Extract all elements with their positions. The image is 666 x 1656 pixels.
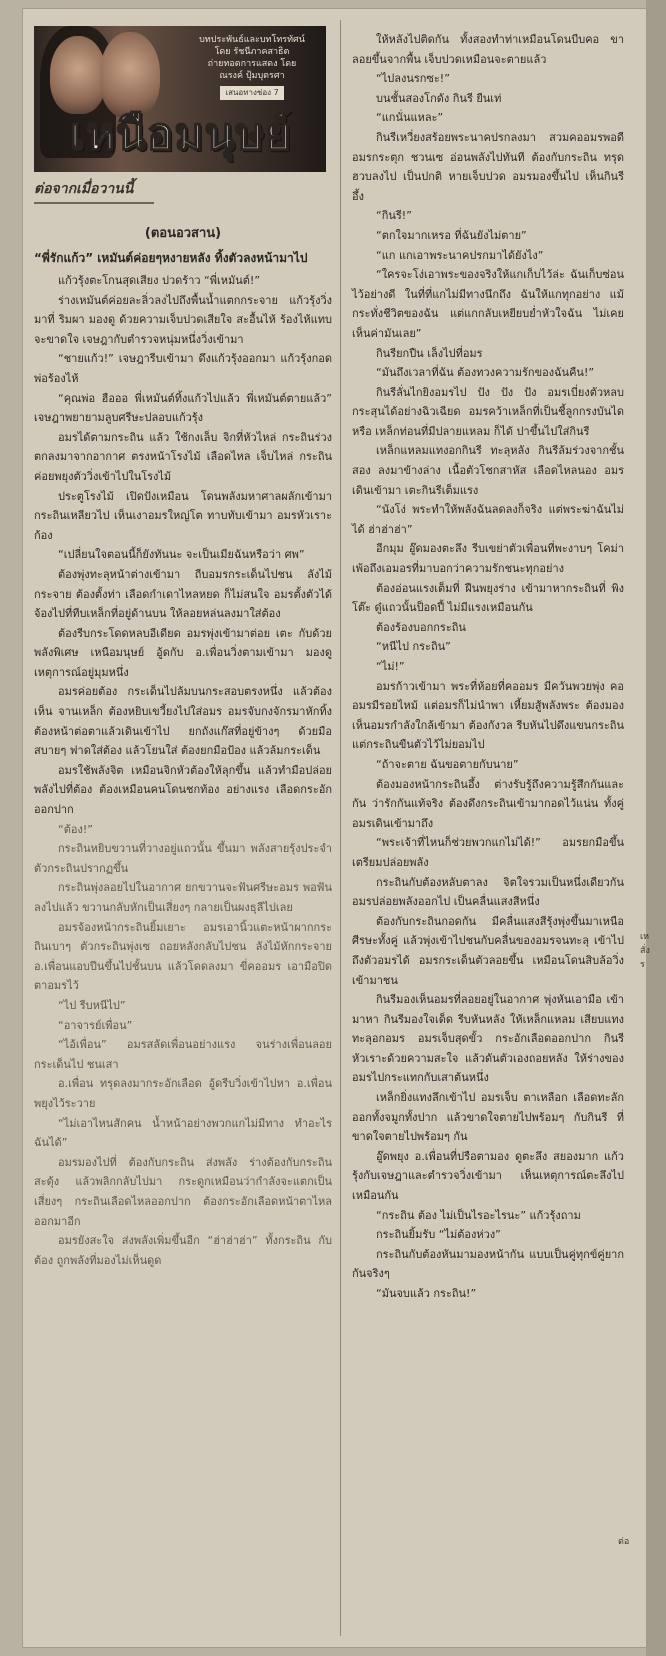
body-paragraph: กระถินหยิบขวานที่วางอยู่แถวนั้น ขึ้นมา พลังสายรุ้งประจำตัวกระถินปรากฏขึ้น xyxy=(34,842,332,875)
body-paragraph: กระถินกับต้องหลับตาลง จิตใจรวมเป็นหนึ่งเดียวกัน อมรปล่อยพลังออกไป เป็นคลื่นแสงสีหนึ่ง xyxy=(352,875,624,909)
series-title: เหนือมนุษย์ xyxy=(69,109,293,160)
body-paragraph: ให้หลังไปติดกัน ทั้งสองทำท่าเหมือนโดนบีบคอ ขาลอยขึ้นจากพื้น เจ็บปวดเหมือนจะตายแล้ว xyxy=(352,33,624,66)
body-paragraph: “มันจบแล้ว กระถิน!” xyxy=(376,1287,477,1300)
column-divider xyxy=(340,20,341,1636)
body-paragraph: “ไม่!” xyxy=(376,660,405,673)
body-paragraph: “ไม่เอาไหนสักคน น้ำหน้าอย่างพวกแกไม่มีทาง ทำอะไรฉันได้” xyxy=(34,1116,332,1150)
body-paragraph: อมรจ้องหน้ากระถินยิ้มเยาะ อมรเอานิ้วแตะหน้าผากกระถินเบาๆ ตัวกระถินพุ่งเซ ถอยหลังกลับไปชน ลังไม้หักกระจาย อ.เพื่อนแอบปีนขึ้นไปชั้นบน แล้วโดดลงมา ขี่คออมร เอามือปิดตาอมรไว้ xyxy=(34,920,332,993)
newspaper-clipping xyxy=(22,8,648,1648)
adjacent-page-edge xyxy=(646,0,666,1656)
body-paragraph: เหล็กแหลมแทงอกกินรี ทะลุหลัง กินรีล้มร่วงจากชั้นสอง ลงมาข้างล่าง เนื้อตัวโชกสาหัส เลือดไหลนอง อมรเดินเข้ามา เตะกินรีเต็มแรง xyxy=(352,444,624,497)
body-paragraph: บนชั้นสองโกดัง กินรี ยืนเท่ xyxy=(376,91,502,105)
body-paragraph: “อาจารย์เพื่อน” xyxy=(58,1018,133,1032)
body-paragraph: อมรใช้พลังจิต เหมือนจิกหัวต้องให้ลุกขึ้น แล้วทำมือปล่อยพลังไปที่ต้อง ต้องเหมือนคนโดนชกท้อง อย่างแรง เลือดกระอักออกปาก xyxy=(34,763,332,817)
body-paragraph: “ใครจะโง่เอาพระของจริงให้แกเก็บไว้ล่ะ ฉันเก็บซ่อนไว้อย่างดี ในที่ที่แกไม่มีทางนึกถึง ฉันให้แกทุกอย่าง แม้กระทั่งชีวิตของฉัน แต่แกกลับเหยียบย่ำหัวใจฉัน ไม่เคยเห็นค่ามันเลย” xyxy=(352,268,624,340)
continued-mark: ต่อ xyxy=(618,1537,630,1547)
body-paragraph: “กระถิน ต้อง ไม่เป็นไรอะไรนะ” แก้วรุ้งถาม xyxy=(376,1208,581,1222)
body-paragraph: ต้องรีบกระโดดหลบอีเดียด อมรพุ่งเข้ามาต่อย เตะ กับด้วยพลังพิเศษ เหนือมนุษย์ อู้ดกับ อ.เพื่อนวิ่งตามเข้ามา มองดูเหตุการณ์อยู่มุมหนึ่ง xyxy=(34,626,332,679)
body-paragraph: “พระเจ้าที่ไหนก็ช่วยพวกแกไม่ได้!” อมรยกมือขึ้นเตรียมปล่อยพลัง xyxy=(352,836,624,869)
section-heading: (ตอนอวสาน) xyxy=(144,226,222,241)
right-column xyxy=(352,30,624,1304)
body-paragraph: “หนีไป กระถิน” xyxy=(376,640,451,654)
credit-line: ถ่ายทอดการแสดง โดย xyxy=(207,59,297,69)
body-paragraph: “ถ้าจะตาย ฉันขอตายกับนาย” xyxy=(376,757,519,771)
series-header-image xyxy=(34,26,326,172)
chapter-title: “พี่รักแก้ว” เหมันต์ค่อยๆหงายหลัง ทิ้งตัวลงหน้ามาไป xyxy=(34,251,308,265)
body-paragraph: กระถินกับต้องหันมามองหน้ากัน แบบเป็นคู่ทุกข์คู่ยากกันจริงๆ xyxy=(352,1247,624,1281)
body-paragraph: กินรีเหวี่ยงสร้อยพระนาคปรกลงมา สวมคออมรพอดี อมรกระตุก ชวนเซ อ่อนพลังไปทันที ต้องกับกระถิน ทรุดฮวบลงไป เป็นปกติ หายเจ็บปวด อมรมองขึ้นไป เห็นกินรี อึ้ง xyxy=(352,130,624,203)
credit-line: โดย รัชนีภาคสาธิต xyxy=(214,47,290,57)
body-paragraph: ต้องพุ่งทะลุหน้าต่างเข้ามา ถีบอมรกระเด็นไปชน ลังไม้กระจาย ต้องตั้งท่า เลือดกำเดาไหลหยด ก็ไม่สนใจ อมรตั้งตัวได้ จ้องไปที่ทีบเหล็กที่อยู่ด้านบน ให้ลอยหล่นลงมาใส่ต้อง xyxy=(34,567,332,621)
body-paragraph: ร่างเหมันต์ค่อยละลิ่วลงไปถึงพื้นน้ำแตกกระจาย แก้วรุ้งวิ่งมาที่ ริมผา มองดู ด้วยความเจ็บปวดเสียใจ สะอื้นไห้ ร้องไห้แทบจะขาดใจ เจษฎากับตำรวจหนุ่มหนึ่งวิ่งเข้ามา xyxy=(34,293,332,346)
body-paragraph: อมรก้าวเข้ามา พระที่ห้อยที่คออมร มีควันพวยพุ่ง คออมรมีรอยไหม้ แต่อมรก็ไม่นำพา เหี้ยมสู้พลังพระ ต้องมองเห็นอมรกำลังใกล้เข้ามา ต้องกังวล รีบหันไปดึงแขนกระถิน แต่กระถินขืนตัวไว้ไม่ยอมไป xyxy=(352,679,624,752)
body-paragraph: “แกนั่นแหละ” xyxy=(376,111,444,125)
body-paragraph: “มันถึงเวลาที่ฉัน ต้องทวงความรักของฉันคืน!” xyxy=(376,366,595,380)
actress-face xyxy=(50,36,106,114)
body-paragraph: อมรยังสะใจ ส่งพลังเพิ่มขึ้นอีก “ฮ่าฮ่าฮ่า” ทั้งกระถิน กับต้อง ถูกพลังที่มองไม่เห็นดูด xyxy=(34,1234,332,1267)
body-paragraph: “ตกใจมากเหรอ ที่ฉันยังไม่ตาย” xyxy=(376,228,527,242)
body-paragraph: กินรียกปืน เล็งไปที่อมร xyxy=(376,346,483,360)
body-paragraph: อมรได้ตามกระถิน แล้ว ใช้กงเล็บ จิกที่หัวไหล่ กระถินร่วงตกลงมาจากอากาศ ตรงหน้าโรงไม้ เลือดไหล เจ็บไหล่ กระถินค่อยพยุงตัววิ่งเข้าไปในโรงไม้ xyxy=(34,430,332,483)
body-paragraph: อู๊ดพยุง อ.เพื่อนที่ปรือตามอง ดูตะลึง สยองมาก แก้วรุ้งกับเจษฎาและตำรวจวิ่งเข้ามา เห็นเหตุการณ์ตะลึงไปเหมือนกัน xyxy=(352,1149,624,1203)
body-paragraph: “กินรี!” xyxy=(376,209,412,223)
continued-label: ต่อจากเมื่อวานนี้ xyxy=(34,181,134,197)
body-paragraph: กระถินพุ่งลอยไปในอากาศ ยกขวานจะฟันศรีษะอมร พอฟันลงไปแล้ว ขวานกลับหักเป็นเสี่ยงๆ กลายเป็นผงธุลีไปเลย xyxy=(34,881,332,914)
right-body-text xyxy=(352,30,624,1304)
channel-tag: เสนอทางช่อง 7 xyxy=(220,86,283,100)
credit-line: ณรงค์ ปุ้มบุตรศา xyxy=(219,71,285,81)
adjacent-page-text: เห สั่ง ร xyxy=(640,932,650,970)
body-paragraph: “แก แกเอาพระนาคปรกมาได้ยังไง” xyxy=(376,248,544,262)
body-paragraph: “ชายแก้ว!” เจษฎารีบเข้ามา ดึงแก้วรุ้งออกมา แก้วรุ้งกอดพ่อร้องไห้ xyxy=(34,352,332,385)
credits-block xyxy=(184,34,320,100)
body-paragraph: “คุณพ่อ ฮือออ พี่เหมันต์ทิ้งแก้วไปแล้ว พี่เหมันต์ตายแล้ว” เจษฎาพยายามลูบศรีษะปลอบแก้วรุ้ง xyxy=(34,391,332,425)
body-paragraph: กินรีมองเห็นอมรที่ลอยอยู่ในอากาศ พุ่งหันเอามือ เข้ามาหา กินรีมองใจเด็ด รีบหันหลัง ให้เหล็กแหลม เสียบแทงทะลุอกอมร อมรเจ็บสุดขั้ว กระอักเลือดออกปาก กินรีหัวเราะด้วยความสะใจ แล้วดันตัวเองถอยหลัง ให้ร่างของอมรไปกระแทกกับเสาต้นหนึ่ง xyxy=(352,993,624,1085)
body-paragraph: “นังโง่ พระทำให้พลังฉันลดลงก็จริง แต่พระฆ่าฉันไม่ได้ ฮ่าฮ่าฮ่า” xyxy=(352,503,624,536)
body-paragraph: กระถินยิ้มรับ “ไม่ต้องห่วง” xyxy=(376,1228,501,1242)
body-paragraph: กินรีลั่นไกยิงอมรไป ปัง ปัง ปัง อมรเบี่ยงตัวหลบกระสุนได้อย่างฉิวเฉียด อมรคว้าเหล็กที่เป็นชี้ลูกกรงบันได หรือ เหล็กท่อนที่มีปลายแหลม ก็ได้ ปาขึ้นไปใส่กินรี xyxy=(352,385,624,438)
body-paragraph: ต้องอ่อนแรงเต็มที่ ฝืนพยุงร่าง เข้ามาหากระถินที่ พิงโต๊ะ ดู๋แถวนั้นป็อดปี้ ไม่มีแรงเหมือนกัน xyxy=(352,581,624,615)
body-paragraph: เหล็กยิ่งแทงลึกเข้าไป อมรเจ็บ ตาเหลือก เลือดทะลักออกทั้งจมูกทั้งปาก แล้วขาดใจตายไปพร้อมๆ กับกินรี ที่ขาดใจตายไปพร้อมๆ กัน xyxy=(352,1091,624,1144)
body-paragraph: ต้องกับกระถินกอดกัน มีคลื่นแสงสีรุ้งพุ่งขึ้นมาเหนือศีรษะทั้งคู่ แล้วพุ่งเข้าไปชนกับคลื่นของอมรจนทะลุ เข้าไปถึงตัวอมรได้ อมรกระเด็นตัวลอยขึ้น เหมือนโดนสิบล้อวิ่งเข้ามาชน xyxy=(352,914,624,987)
body-paragraph: อมรค่อยต้อง กระเด็นไปล้มบนกระสอบตรงหนึ่ง แล้วต้องเห็น จานเหล็ก ต้องหยิบเขวี้ยงไปใส่อมร อมรจับกงจักรมาหักทิ้ง ต้องหน้าต่อตาแล้วเดินเข้าไป ยกถังแก๊สที่อยู่ข้างๆ ด้วยมือสบายๆ ฟาดใส่ต้อง แล้วโยนใส่ ต้องยกมือป้อง แล้วล้มกระเด็น xyxy=(34,685,332,758)
body-paragraph: ต้องมองหน้ากระถินอึ้ง ต่างรับรู้ถึงความรู้สึกกันและกัน ว่ารักกันแท้จริง ต้องดึงกระถินเข้ามากอดไว้แน่น ทั้งคู่ อมรเดินเข้ามาถึง xyxy=(352,777,624,830)
body-paragraph: “ต้อง!” xyxy=(58,822,93,836)
left-column xyxy=(34,26,332,1270)
body-paragraph: อมรมองไปที่ ต้องกับกระถิน ส่งพลัง ร่างต้องกับกระถิน สะดุ้ง แล้วพลิกกลับไปมา กระดูกเหมือนว่ากำลังจะแตกเป็นเสี่ยงๆ กระถินเลือดไหลออกปาก ต้องกระอักเลือดหน้าตาไหลออกมาอีก xyxy=(34,1155,332,1228)
body-paragraph: อ.เพื่อน ทรุดลงมากระอักเลือด อู้ดรีบวิ่งเข้าไปหา อ.เพื่อนพยุงไว้ระวาย xyxy=(34,1077,332,1110)
body-paragraph: แก้วรุ้งตะโกนสุดเสียง ปวดร้าว “พี่เหมันต์!” xyxy=(58,274,261,287)
body-paragraph: ต้องร้องบอกกระถิน xyxy=(376,620,466,634)
body-paragraph: “เปลี่ยนใจตอนนี้ก็ยังทันนะ จะเป็นเมียฉันหรือว่า ศพ” xyxy=(58,548,305,562)
left-body-text xyxy=(34,271,332,1270)
actor-face xyxy=(100,32,160,118)
body-paragraph: “ไปลงนรกซะ!” xyxy=(376,72,450,86)
credit-line: บทประพันธ์และบทโทรทัศน์ xyxy=(199,35,305,45)
body-paragraph: “ไป รีบหนีไป” xyxy=(58,998,126,1012)
divider xyxy=(34,202,154,204)
body-paragraph: ประตูโรงไม้ เปิดปังเหมือน โดนพลังมหาศาลผลักเข้ามา กระถินเหลียวไป เห็นเงาอมรใหญ่โต ทาบทับเข้ามา อมรหัวเราะก้อง xyxy=(34,489,332,542)
body-paragraph: “ไอ้เพื่อน” อมรสลัดเพื่อนอย่างแรง จนร่างเพื่อนลอยกระเด็นไป ชนเสา xyxy=(34,1038,332,1071)
body-paragraph: อีกมุม อู๊ดมองตะลึง รีบเขย่าตัวเพื่อนที่พะงาบๆ โคม่า เพ้อถึงเอมอรที่มาบอกว่าความรักชนะทุกอย่าง xyxy=(352,542,624,576)
